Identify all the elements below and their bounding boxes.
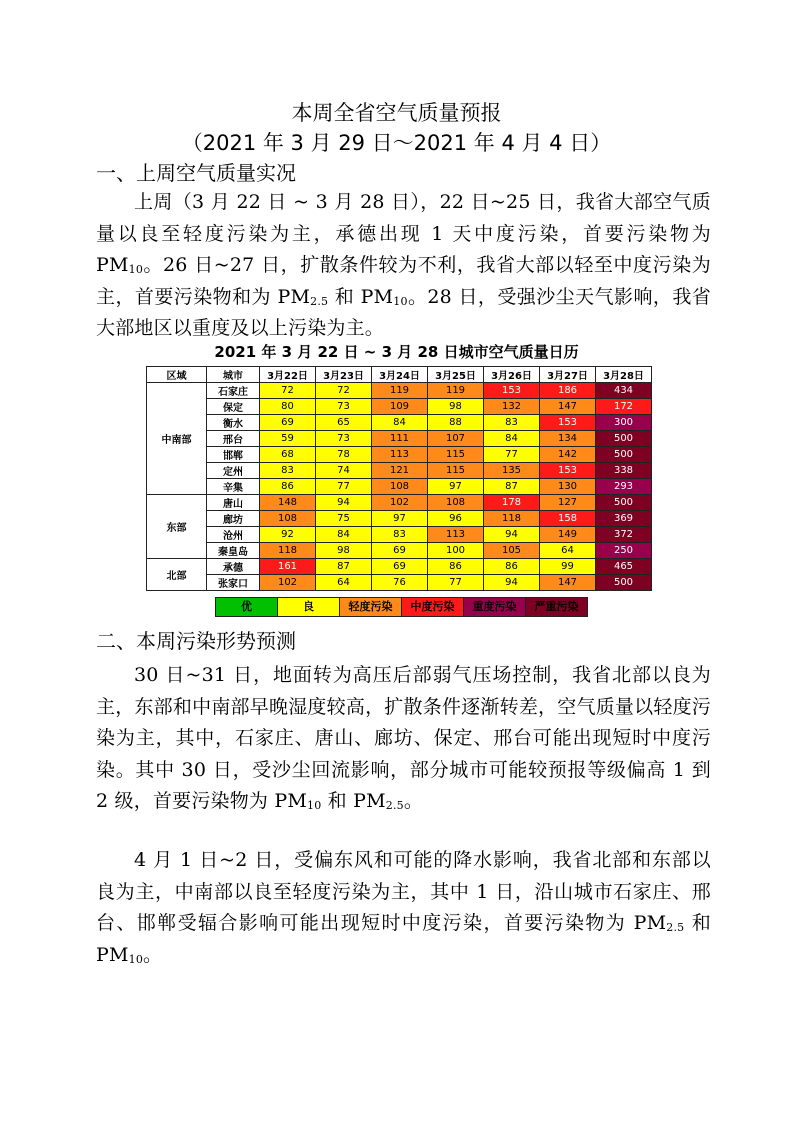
aqi-value-cell: 83	[372, 527, 428, 543]
aqi-value-cell: 113	[372, 447, 428, 463]
document-date-range: （2021 年 3 月 29 日～2021 年 4 月 4 日）	[181, 131, 612, 155]
aqi-value-cell: 72	[260, 383, 316, 399]
aqi-value-cell: 84	[484, 431, 540, 447]
aqi-value-cell: 119	[372, 383, 428, 399]
table-row	[147, 383, 652, 399]
aqi-value-cell: 153	[540, 463, 596, 479]
column-header: 3月23日	[316, 367, 372, 383]
aqi-value-cell: 130	[540, 479, 596, 495]
text-run: 30 日~31 日，地面转为高压后部弱气压场控制，我省北部以良为主，东部和中南部早晚湿度较高，扩散条件逐渐转差，空气质量以轻度污染为主，其中，石家庄、唐山、廊坊、保定、邢台可能出现短时中度污染。其中 30 日，受沙尘回流影响，部分城市可能较预报等级偏高 1 到 2 级，首要污染物为 PM	[96, 664, 711, 812]
aqi-value-cell: 434	[596, 383, 652, 399]
text-run: 和 PM	[328, 285, 394, 308]
table-row	[147, 559, 652, 575]
aqi-value-cell: 64	[540, 543, 596, 559]
aqi-value-cell: 293	[596, 479, 652, 495]
region-cell: 北部	[147, 559, 207, 591]
text-run: 。	[403, 790, 424, 812]
city-cell: 唐山	[207, 495, 260, 511]
aqi-value-cell: 59	[260, 431, 316, 447]
aqi-value-cell: 147	[540, 399, 596, 415]
city-cell: 沧州	[207, 527, 260, 543]
aqi-value-cell: 102	[372, 495, 428, 511]
aqi-value-cell: 84	[316, 527, 372, 543]
legend-item: 优	[216, 598, 278, 616]
aqi-value-cell: 161	[260, 559, 316, 575]
table-body	[147, 383, 652, 591]
aqi-value-cell: 75	[316, 511, 372, 527]
subscript: 10	[307, 799, 322, 812]
aqi-value-cell: 153	[484, 383, 540, 399]
table-row	[147, 527, 652, 543]
aqi-value-cell: 338	[596, 463, 652, 479]
aqi-value-cell: 77	[316, 479, 372, 495]
text-run: 上周（3 月 22 日 ~ 3 月 28 日），22 日~25 日，我省大部空气质量以良至轻度污染为主，承德出现 1 天中度污染，首要污染物为 PM	[96, 191, 711, 276]
table-row	[147, 479, 652, 495]
aqi-value-cell: 108	[372, 479, 428, 495]
table-header-row	[147, 367, 652, 383]
aqi-value-cell: 80	[260, 399, 316, 415]
subscript: 10	[128, 952, 144, 966]
paragraph-forecast-apr-1-2	[96, 845, 711, 971]
city-cell: 保定	[207, 399, 260, 415]
text-run: 和 PM	[96, 912, 711, 966]
table-caption: 2021 年 3 月 22 日 ~ 3 月 28 日城市空气质量日历	[214, 343, 579, 361]
aqi-value-cell: 127	[540, 495, 596, 511]
aqi-value-cell: 115	[428, 447, 484, 463]
table-row	[147, 511, 652, 527]
table-row	[147, 463, 652, 479]
aqi-value-cell: 96	[428, 511, 484, 527]
aqi-value-cell: 500	[596, 575, 652, 591]
aqi-value-cell: 369	[596, 511, 652, 527]
aqi-value-cell: 69	[372, 559, 428, 575]
table-row	[147, 399, 652, 415]
aqi-value-cell: 98	[428, 399, 484, 415]
column-header: 区域	[147, 367, 207, 383]
text-run: 。28 日，受强沙尘天气影响，我省大部地区以重度及以上污染为主。	[96, 285, 711, 339]
text-run: 4 月 1 日~2 日，受偏东风和可能的降水影响，我省北部和东部以良为主，中南部以良至轻度污染为主，其中 1 日，沿山城市石家庄、邢台、邯郸受辐合影响可能出现短时中度污染，首要污染物为 PM	[96, 849, 711, 934]
aqi-value-cell: 105	[484, 543, 540, 559]
aqi-value-cell: 108	[260, 511, 316, 527]
aqi-value-cell: 121	[372, 463, 428, 479]
legend-item: 轻度污染	[340, 598, 402, 616]
table-row	[147, 495, 652, 511]
subscript: 2.5	[385, 799, 404, 812]
subscript: 2.5	[666, 921, 685, 934]
aqi-value-cell: 119	[428, 383, 484, 399]
aqi-value-cell: 68	[260, 447, 316, 463]
aqi-value-cell: 78	[316, 447, 372, 463]
aqi-value-cell: 148	[260, 495, 316, 511]
city-cell: 邯郸	[207, 447, 260, 463]
aqi-value-cell: 83	[484, 415, 540, 431]
city-cell: 定州	[207, 463, 260, 479]
text-run: 。26 日~27 日，扩散条件较为不利，我省大部以轻至中度污染为主，首要污染物和为 PM	[96, 254, 711, 308]
aqi-value-cell: 107	[428, 431, 484, 447]
aqi-value-cell: 250	[596, 543, 652, 559]
aqi-value-cell: 76	[372, 575, 428, 591]
city-cell: 邢台	[207, 431, 260, 447]
aqi-value-cell: 98	[316, 543, 372, 559]
section-heading-forecast: 二、本周污染形势预测	[96, 629, 296, 653]
column-header: 3月26日	[484, 367, 540, 383]
city-cell: 石家庄	[207, 383, 260, 399]
paragraph-forecast-30-31	[96, 660, 711, 818]
aqi-value-cell: 69	[372, 543, 428, 559]
aqi-value-cell: 186	[540, 383, 596, 399]
table-row	[147, 415, 652, 431]
document-title: 本周全省空气质量预报	[291, 101, 502, 125]
legend-item: 重度污染	[464, 598, 526, 616]
aqi-value-cell: 77	[428, 575, 484, 591]
aqi-value-cell: 92	[260, 527, 316, 543]
aqi-value-cell: 178	[484, 495, 540, 511]
aqi-value-cell: 86	[484, 559, 540, 575]
aqi-value-cell: 113	[428, 527, 484, 543]
aqi-legend	[215, 597, 588, 617]
column-header: 城市	[207, 367, 260, 383]
aqi-value-cell: 132	[484, 399, 540, 415]
aqi-value-cell: 100	[428, 543, 484, 559]
aqi-value-cell: 147	[540, 575, 596, 591]
aqi-value-cell: 65	[316, 415, 372, 431]
legend-item: 中度污染	[402, 598, 464, 616]
aqi-value-cell: 108	[428, 495, 484, 511]
column-header: 3月24日	[372, 367, 428, 383]
aqi-value-cell: 500	[596, 495, 652, 511]
table-row	[147, 543, 652, 559]
aqi-value-cell: 134	[540, 431, 596, 447]
aqi-value-cell: 300	[596, 415, 652, 431]
section-heading-last-week: 一、上周空气质量实况	[96, 161, 296, 185]
subscript: 10	[128, 263, 144, 276]
column-header: 3月22日	[260, 367, 316, 383]
aqi-value-cell: 118	[484, 511, 540, 527]
aqi-value-cell: 109	[372, 399, 428, 415]
aqi-value-cell: 142	[540, 447, 596, 463]
aqi-value-cell: 172	[596, 399, 652, 415]
aqi-value-cell: 99	[540, 559, 596, 575]
aqi-value-cell: 372	[596, 527, 652, 543]
aqi-value-cell: 72	[316, 383, 372, 399]
subscript: 2.5	[310, 294, 329, 308]
aqi-value-cell: 74	[316, 463, 372, 479]
aqi-value-cell: 500	[596, 431, 652, 447]
air-quality-calendar-table	[146, 366, 652, 591]
aqi-value-cell: 115	[428, 463, 484, 479]
aqi-value-cell: 94	[484, 527, 540, 543]
aqi-value-cell: 149	[540, 527, 596, 543]
aqi-value-cell: 118	[260, 543, 316, 559]
aqi-value-cell: 97	[372, 511, 428, 527]
city-cell: 张家口	[207, 575, 260, 591]
legend-item: 良	[278, 598, 340, 616]
aqi-value-cell: 77	[484, 447, 540, 463]
aqi-value-cell: 73	[316, 399, 372, 415]
aqi-value-cell: 111	[372, 431, 428, 447]
table-row	[147, 447, 652, 463]
aqi-value-cell: 83	[260, 463, 316, 479]
aqi-value-cell: 97	[428, 479, 484, 495]
aqi-value-cell: 153	[540, 415, 596, 431]
aqi-value-cell: 94	[316, 495, 372, 511]
table-row	[147, 431, 652, 447]
city-cell: 廊坊	[207, 511, 260, 527]
column-header: 3月27日	[540, 367, 596, 383]
city-cell: 辛集	[207, 479, 260, 495]
aqi-value-cell: 73	[316, 431, 372, 447]
aqi-value-cell: 500	[596, 447, 652, 463]
city-cell: 衡水	[207, 415, 260, 431]
aqi-value-cell: 88	[428, 415, 484, 431]
aqi-value-cell: 135	[484, 463, 540, 479]
aqi-value-cell: 87	[316, 559, 372, 575]
aqi-value-cell: 86	[260, 479, 316, 495]
paragraph-last-week	[96, 187, 711, 345]
aqi-value-cell: 158	[540, 511, 596, 527]
aqi-value-cell: 69	[260, 415, 316, 431]
aqi-value-cell: 465	[596, 559, 652, 575]
aqi-value-cell: 64	[316, 575, 372, 591]
aqi-value-cell: 87	[484, 479, 540, 495]
aqi-value-cell: 94	[484, 575, 540, 591]
table-row	[147, 575, 652, 591]
text-run: 。	[143, 943, 163, 966]
aqi-value-cell: 102	[260, 575, 316, 591]
aqi-value-cell: 84	[372, 415, 428, 431]
region-cell: 东部	[147, 495, 207, 559]
city-cell: 承德	[207, 559, 260, 575]
region-cell: 中南部	[147, 383, 207, 495]
city-cell: 秦皇岛	[207, 543, 260, 559]
text-run: 和 PM	[321, 790, 386, 812]
legend-item: 严重污染	[526, 598, 587, 616]
column-header: 3月25日	[428, 367, 484, 383]
subscript: 10	[393, 294, 408, 308]
column-header: 3月28日	[596, 367, 652, 383]
aqi-value-cell: 86	[428, 559, 484, 575]
